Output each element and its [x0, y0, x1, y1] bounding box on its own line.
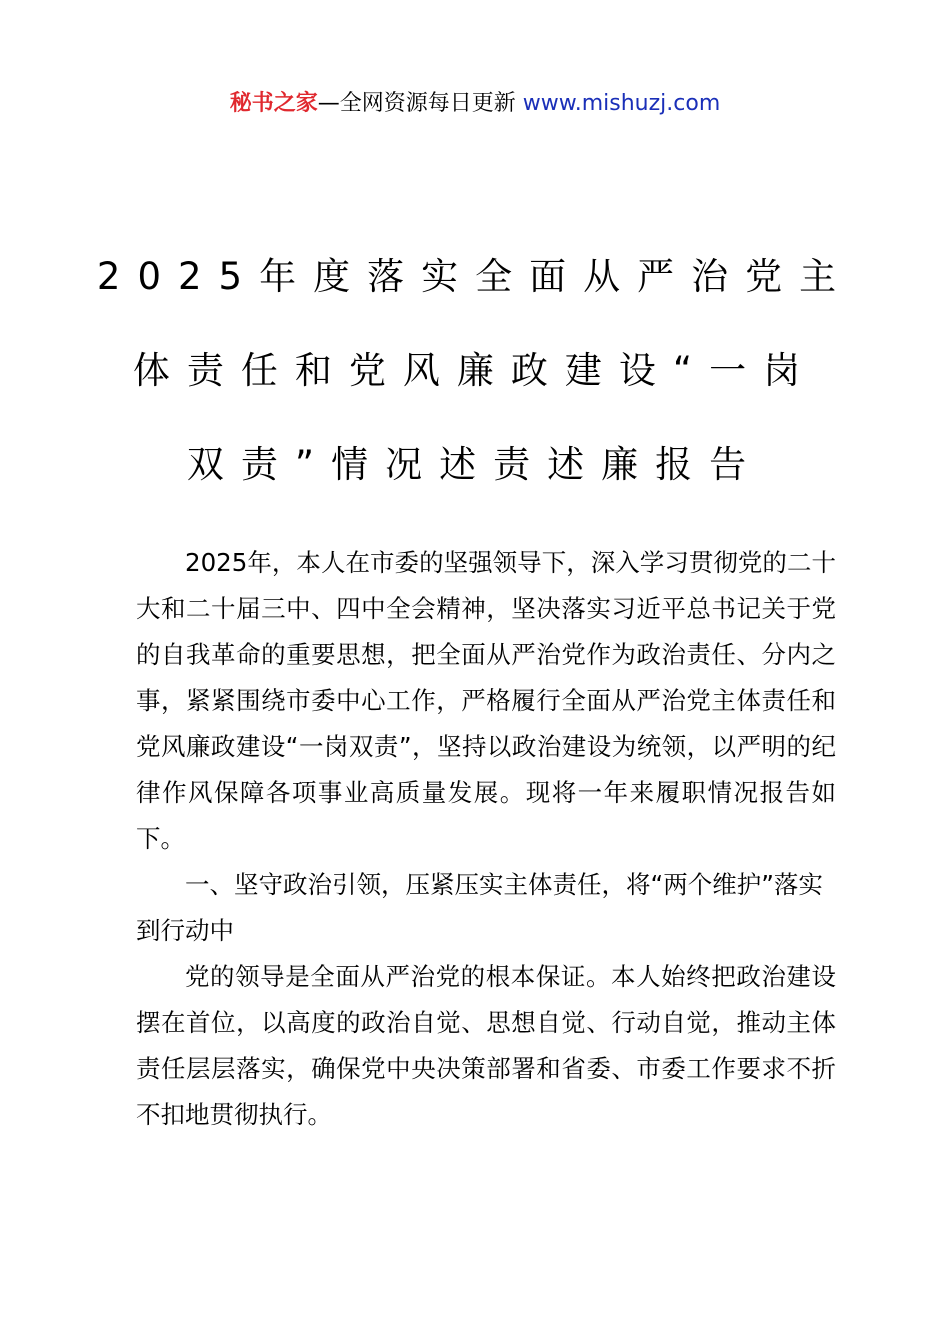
header-tagline: —全网资源每日更新	[317, 91, 516, 116]
brand-name: 秘书之家	[229, 91, 318, 116]
section-1-paragraph: 党的领导是全面从严治党的根本保证。本人始终把政治建设摆在首位，以高度的政治自觉、思想自觉、行动自觉，推动主体责任层层落实，确保党中央决策部署和省委、市委工作要求不折不扣地贯彻执行。	[136, 962, 836, 1129]
title-line-3: 双责”情况述责述廉报告	[186, 443, 764, 486]
site-header	[0, 88, 950, 120]
document-title	[0, 230, 950, 512]
document-body	[136, 540, 836, 1138]
intro-paragraph: 2025年，本人在市委的坚强领导下，深入学习贯彻党的二十大和二十届三中、四中全会精神，坚决落实习近平总书记关于党的自我革命的重要思想，把全面从严治党作为政治责任、分内之事，紧紧围绕市委中心工作，严格履行全面从严治党主体责任和党风廉政建设“一岗双责”，坚持以政治建设为统领，以严明的纪律作风保障各项事业高质量发展。现将一年来履职情况报告如下。	[136, 548, 836, 853]
section-heading-1: 一、坚守政治引领，压紧压实主体责任，将“两个维护”落实到行动中	[136, 870, 823, 945]
site-url-link[interactable]: www.mishuzj.com	[515, 91, 721, 116]
title-line-2: 体责任和党风廉政建设“一岗	[132, 349, 818, 392]
title-line-1: 2025年度落实全面从严治党主	[96, 255, 854, 298]
